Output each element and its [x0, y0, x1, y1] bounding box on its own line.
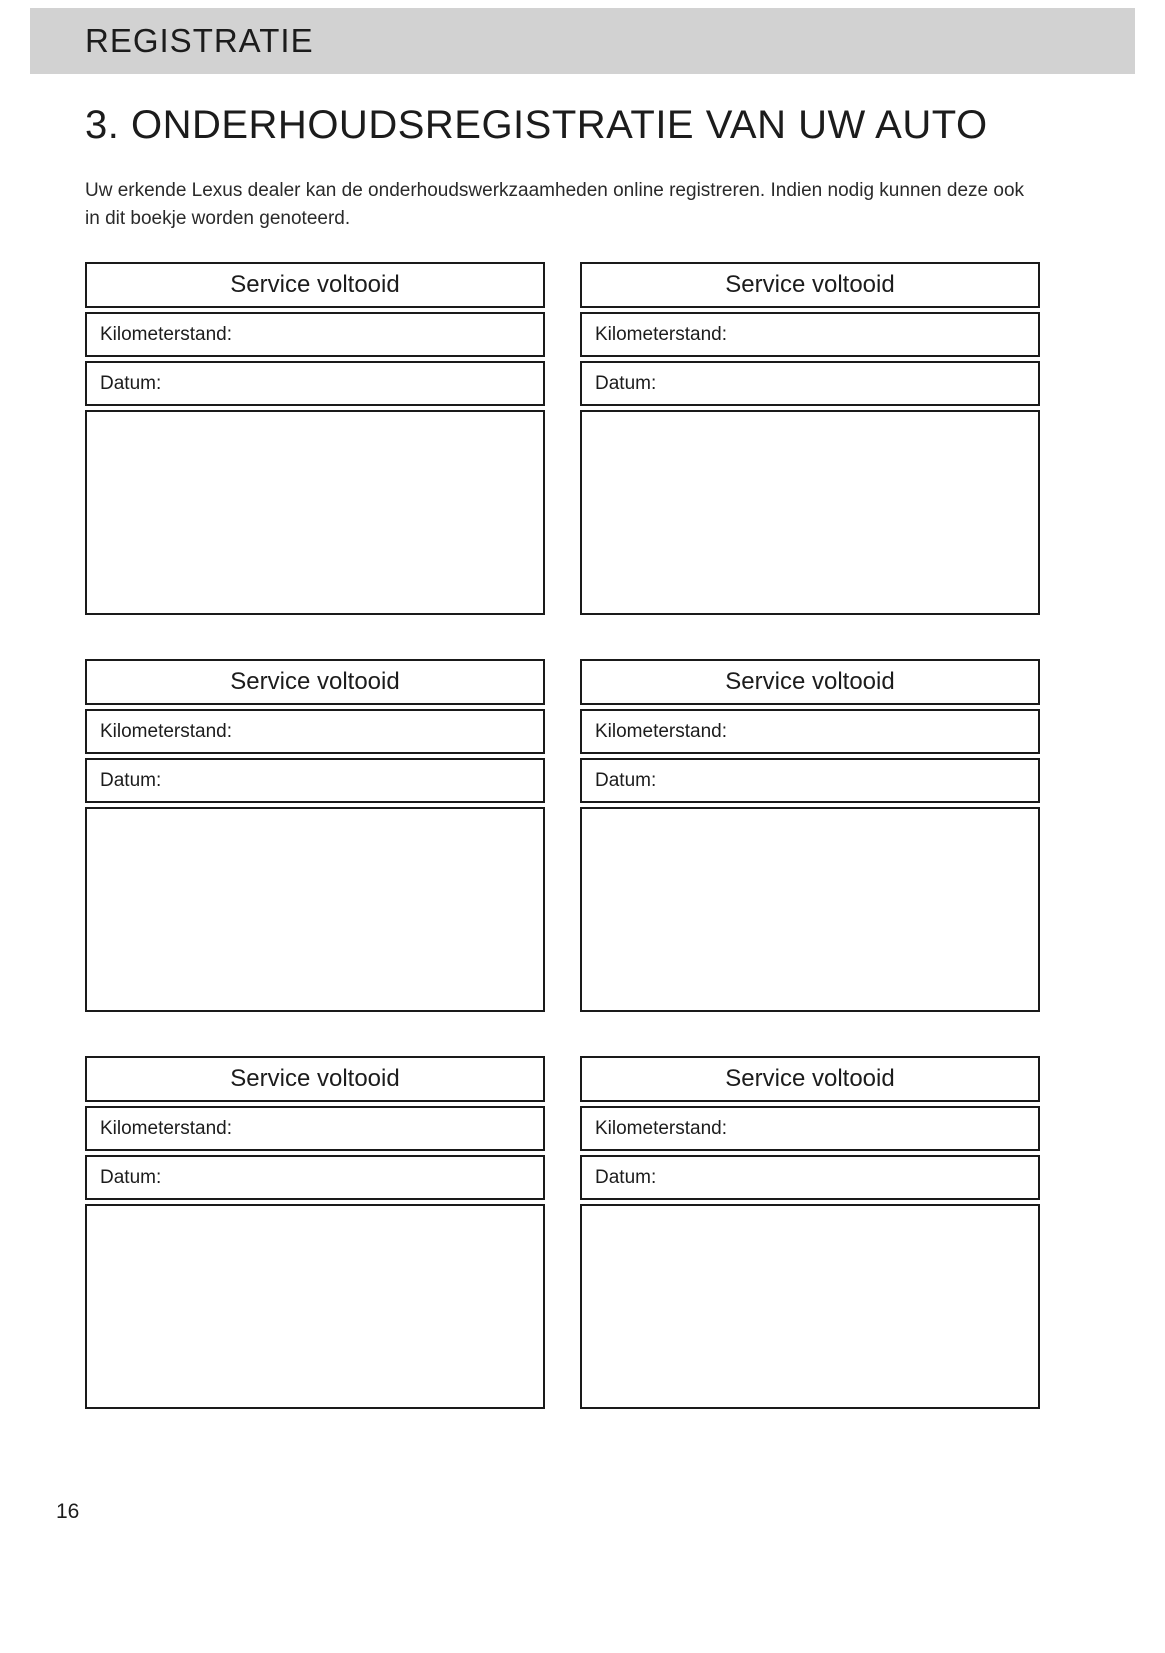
datum-row: [580, 1155, 1040, 1200]
stamp-area: [85, 1204, 545, 1409]
kilometerstand-label: Kilometerstand:: [100, 1117, 233, 1139]
service-card-title: Service voltooid: [580, 659, 1040, 705]
kilometerstand-label: Kilometerstand:: [100, 720, 233, 742]
service-card-title: Service voltooid: [85, 1056, 545, 1102]
datum-label: Datum:: [100, 769, 162, 791]
datum-label: Datum:: [595, 1166, 657, 1188]
stamp-area: [580, 1204, 1040, 1409]
datum-label: Datum:: [595, 372, 657, 394]
datum-label: Datum:: [595, 769, 657, 791]
service-card: [580, 1056, 1040, 1409]
service-card: [580, 262, 1040, 615]
service-card-title: Service voltooid: [580, 262, 1040, 308]
service-card: [85, 1056, 545, 1409]
service-card-title: Service voltooid: [85, 262, 545, 308]
page-number: 16: [56, 1500, 80, 1523]
datum-row: [85, 758, 545, 803]
service-card-title: Service voltooid: [580, 1056, 1040, 1102]
kilometerstand-row: [580, 709, 1040, 754]
service-card: [85, 262, 545, 615]
service-card: [85, 659, 545, 1012]
kilometerstand-label: Kilometerstand:: [100, 323, 233, 345]
kilometerstand-label: Kilometerstand:: [595, 1117, 728, 1139]
datum-label: Datum:: [100, 1166, 162, 1188]
datum-row: [580, 361, 1040, 406]
kilometerstand-label: Kilometerstand:: [595, 323, 728, 345]
service-card: [580, 659, 1040, 1012]
datum-label: Datum:: [100, 372, 162, 394]
kilometerstand-row: [580, 312, 1040, 357]
kilometerstand-row: [580, 1106, 1040, 1151]
datum-row: [580, 758, 1040, 803]
kilometerstand-row: [85, 709, 545, 754]
page-header-bar: [30, 8, 1135, 74]
stamp-area: [85, 807, 545, 1012]
kilometerstand-row: [85, 1106, 545, 1151]
datum-row: [85, 361, 545, 406]
kilometerstand-row: [85, 312, 545, 357]
service-card-title: Service voltooid: [85, 659, 545, 705]
stamp-area: [580, 410, 1040, 615]
service-cards-grid: [85, 262, 1040, 1409]
section-title: 3. ONDERHOUDSREGISTRATIE VAN UW AUTO: [85, 103, 988, 147]
stamp-area: [85, 410, 545, 615]
page-header-title: REGISTRATIE: [85, 22, 314, 59]
datum-row: [85, 1155, 545, 1200]
stamp-area: [580, 807, 1040, 1012]
kilometerstand-label: Kilometerstand:: [595, 720, 728, 742]
intro-text: Uw erkende Lexus dealer kan de onderhoudswerkzaamheden online registreren. Indien nodig kunnen deze ook in dit boekje worden genoteerd.: [85, 180, 1025, 229]
